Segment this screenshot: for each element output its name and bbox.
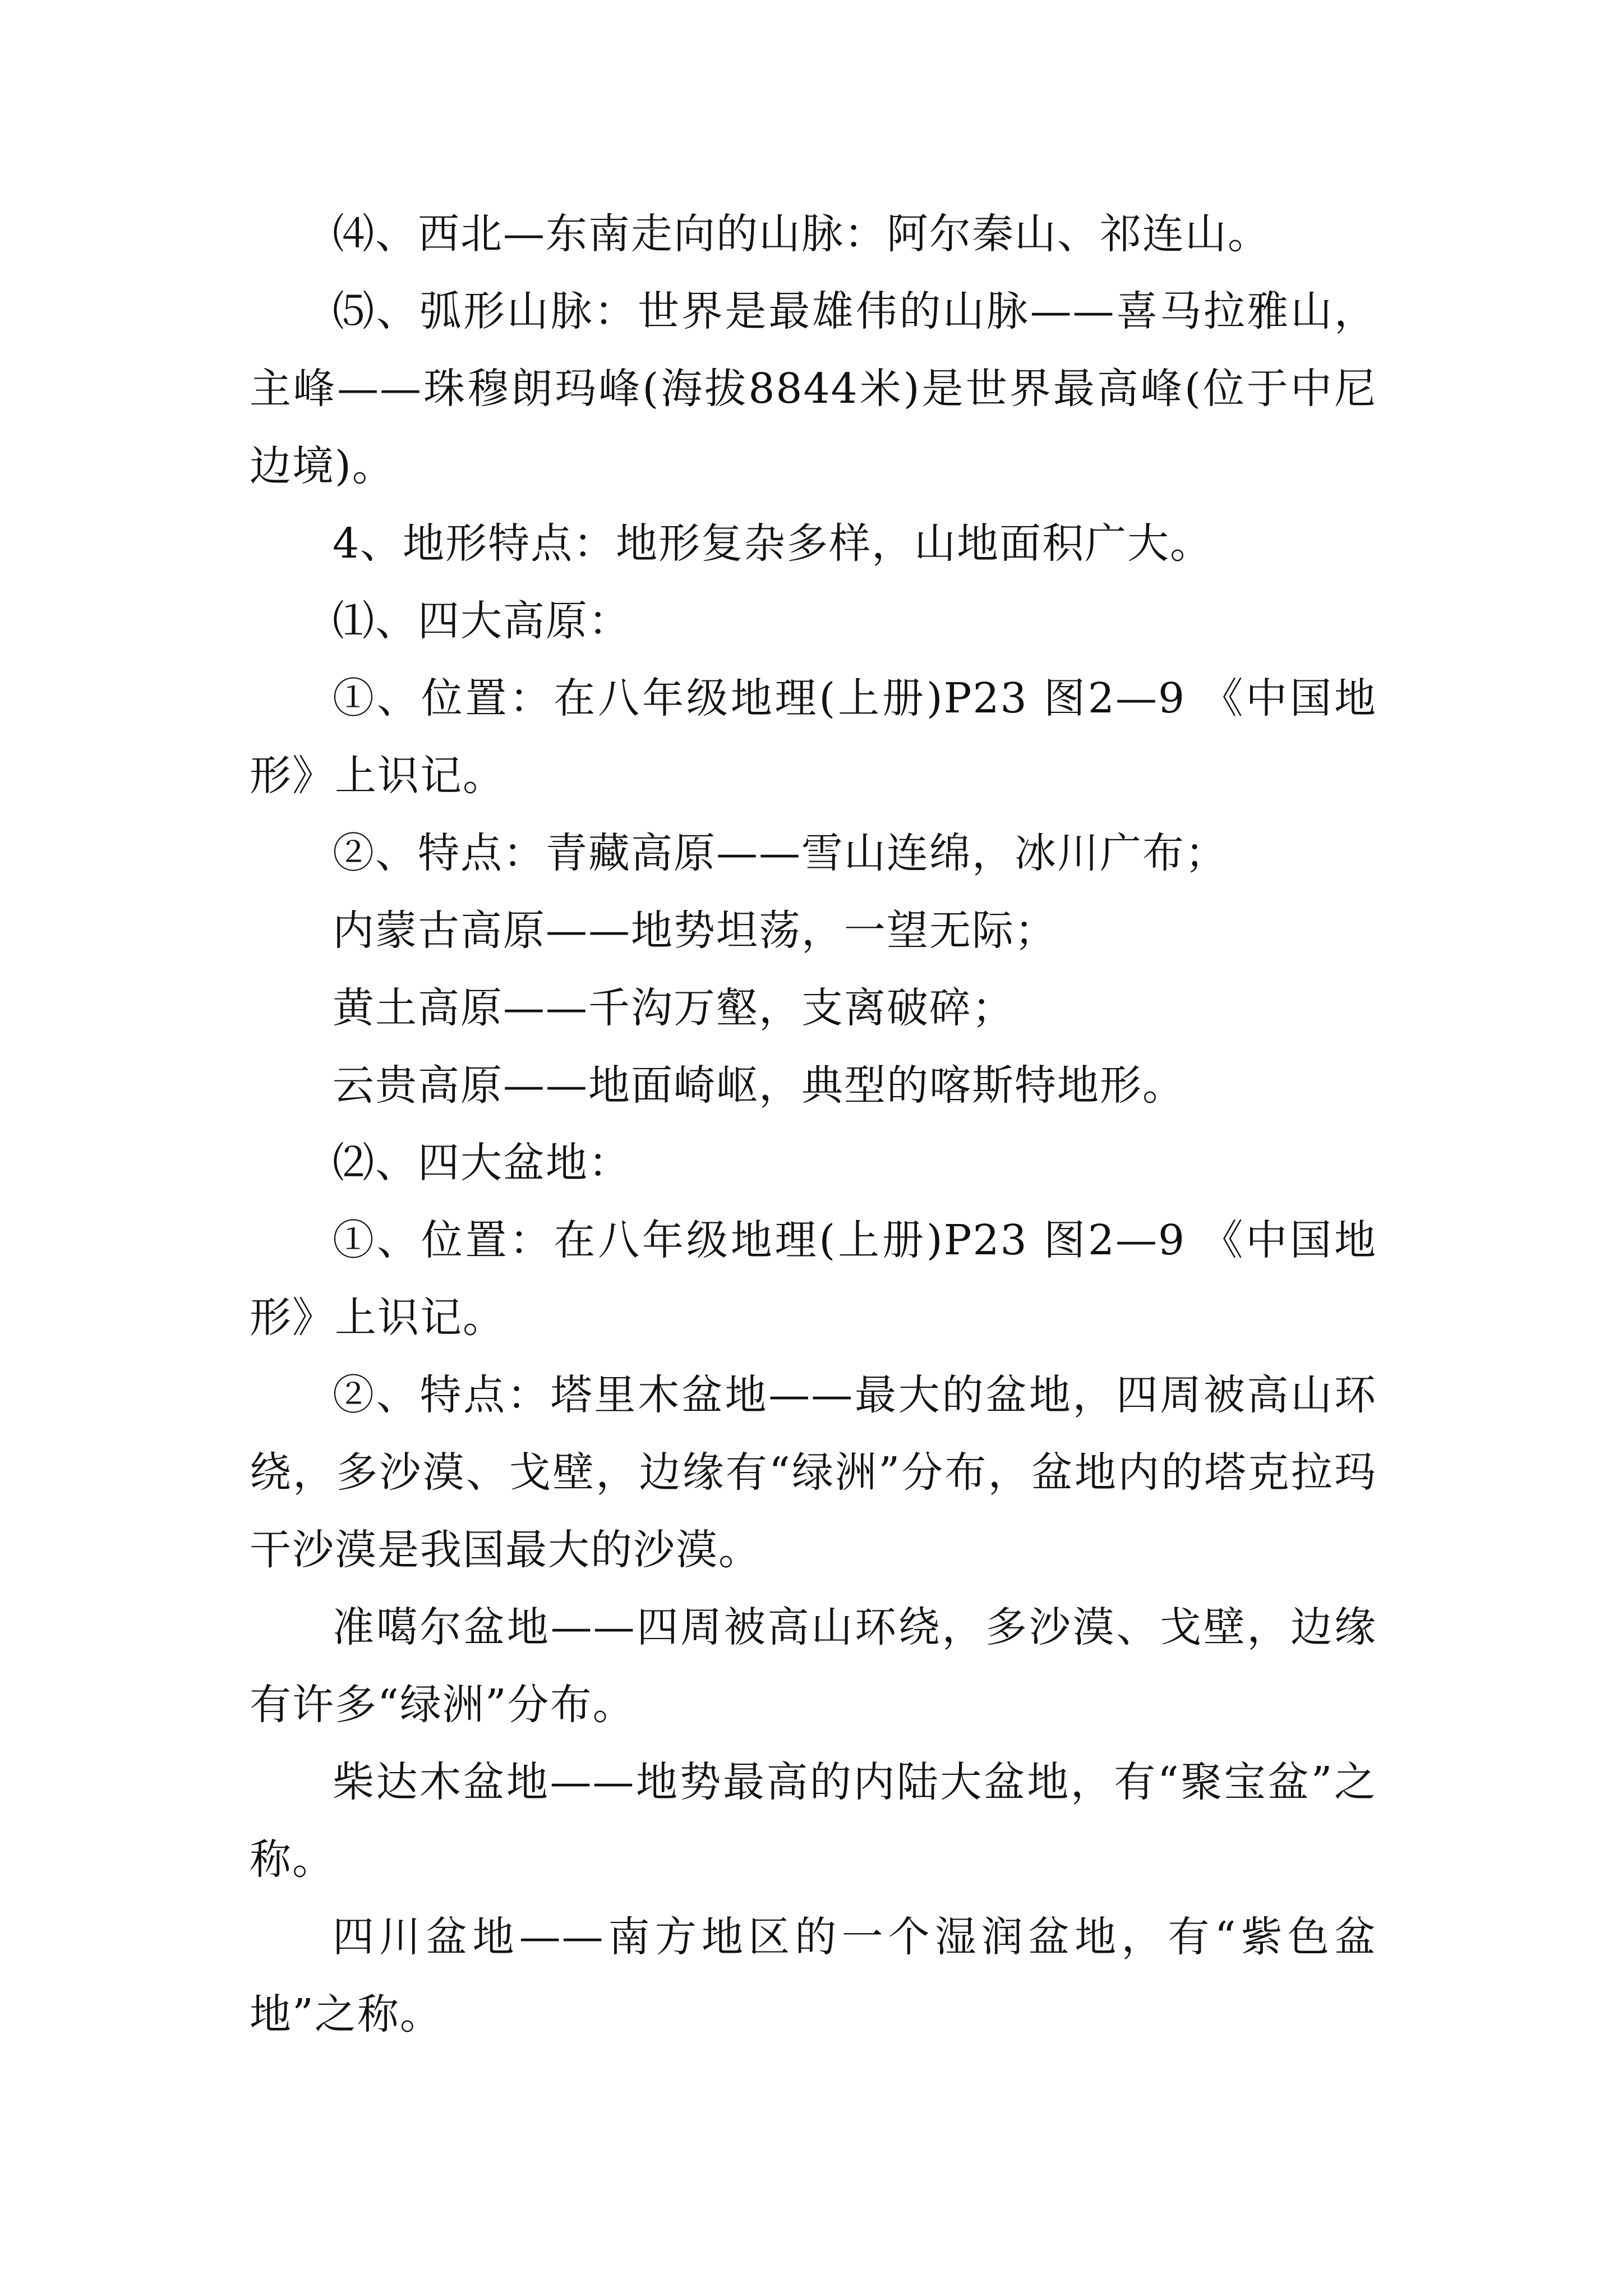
paragraph-basin-location: ①、位置：在八年级地理(上册)P23 图2—9 《中国地形》上识记。: [250, 1216, 1377, 1342]
paragraph-arc-mountains: ⑸、弧形山脉：世界是最雄伟的山脉——喜马拉雅山，主峰——珠穆朗玛峰(海拔8844米)是世界最高峰(位于中尼边境)。: [250, 287, 1377, 490]
paragraph-plateau-location: ①、位置：在八年级地理(上册)P23 图2—9 《中国地形》上识记。: [250, 674, 1377, 800]
paragraph-four-plateaus: ⑴、四大高原：: [333, 597, 631, 645]
paragraph-inner-mongolia: 内蒙古高原——地势坦荡，一望无际；: [333, 907, 1057, 955]
paragraph-plateau-features: ②、特点：青藏高原——雪山连绵，冰川广布；: [333, 829, 1228, 877]
paragraph-terrain-features: 4、地形特点：地形复杂多样，山地面积广大。: [333, 519, 1213, 568]
paragraph-loess-plateau: 黄土高原——千沟万壑，支离破碎；: [333, 984, 1015, 1032]
paragraph-nw-se-mountains: ⑷、西北—东南走向的山脉：阿尔秦山、祁连山。: [333, 210, 1270, 258]
paragraph-junggar-basin: 准噶尔盆地——四周被高山环绕，多沙漠、戈壁，边缘有许多“绿洲”分布。: [250, 1603, 1377, 1729]
paragraph-four-basins: ⑵、四大盆地：: [333, 1139, 631, 1187]
paragraph-tarim-basin: ②、特点：塔里木盆地——最大的盆地，四周被高山环绕，多沙漠、戈壁，边缘有“绿洲”分布，盆地内的塔克拉玛干沙漠是我国最大的沙漠。: [250, 1371, 1377, 1574]
paragraph-qaidam-basin: 柴达木盆地——地势最高的内陆大盆地，有“聚宝盆”之称。: [250, 1758, 1377, 1884]
paragraph-sichuan-basin: 四川盆地——南方地区的一个湿润盆地，有“紫色盆地”之称。: [250, 1913, 1377, 2039]
paragraph-yungui-plateau: 云贵高原——地面崎岖，典型的喀斯特地形。: [333, 1061, 1185, 1110]
body-text: [250, 195, 1377, 2053]
